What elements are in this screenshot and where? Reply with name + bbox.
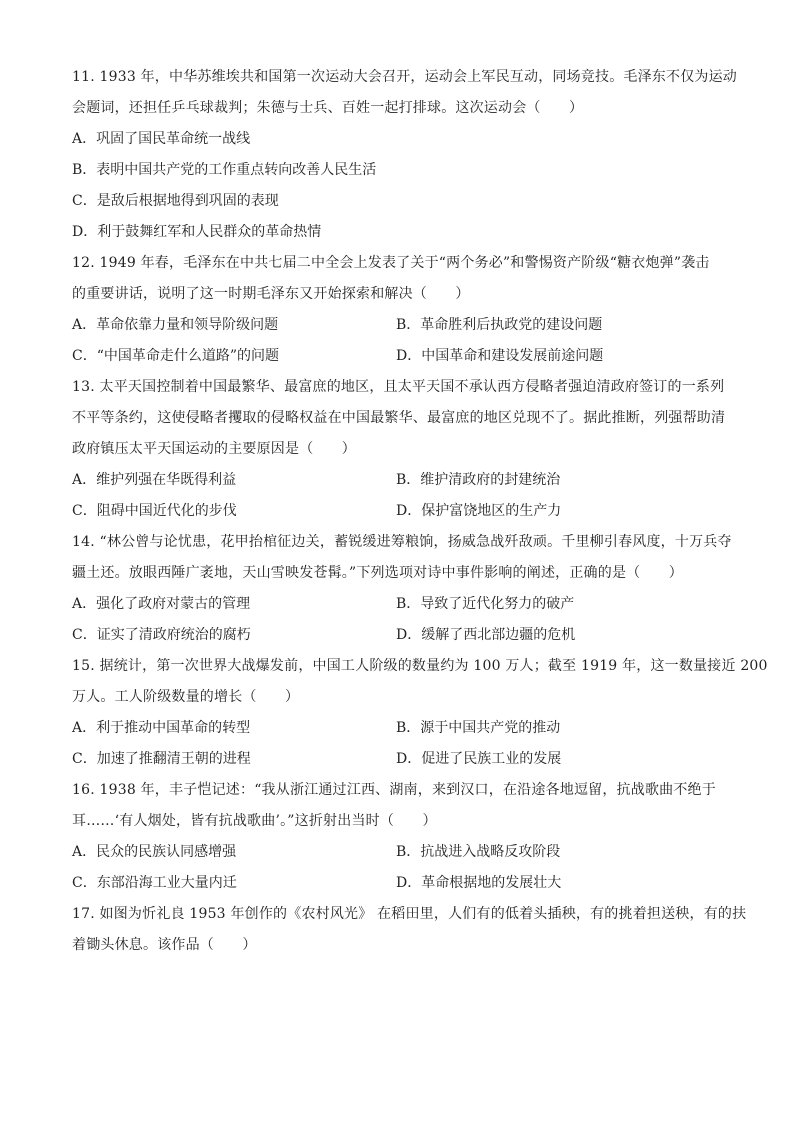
option-row — [72, 496, 732, 527]
question-15 — [72, 651, 768, 775]
question-16 — [72, 775, 732, 899]
question-17 — [72, 899, 747, 961]
question-stem-line: 16. 1938 年，丰子恺记述：“我从浙江通过江西、湖南，来到汉口，在沿途各地逗留，抗战歌曲不绝于 — [72, 782, 716, 798]
question-stem-line: 万人。工人阶级数量的增长（ ） — [72, 689, 300, 705]
option-row — [72, 713, 732, 744]
option-row — [72, 837, 732, 868]
question-stem-line: 的重要讲话，说明了这一时期毛泽东又开始探索和解决（ ） — [72, 286, 470, 302]
question-stem-line: 17. 如图为忻礼良 1953 年创作的《农村风光》 在稻田里，人们有的低着头插秧，有的挑着担送秧，有的扶 — [72, 906, 747, 922]
option-d[interactable]: D．保护富饶地区的生产力 — [396, 503, 562, 519]
question-11 — [72, 62, 737, 248]
question-stem-line: 政府镇压太平天国运动的主要原因是（ ） — [72, 441, 356, 457]
question-14 — [72, 527, 732, 651]
option-b[interactable]: B．导致了近代化努力的破产 — [396, 596, 575, 612]
option-c[interactable]: C．“中国革命走什么道路”的问题 — [72, 348, 280, 364]
option-row — [72, 620, 732, 651]
option-a[interactable]: A．民众的民族认同感增强 — [72, 844, 237, 860]
option-b[interactable]: B．抗战进入战略反攻阶段 — [396, 844, 561, 860]
option-c[interactable]: C．证实了清政府统治的腐朽 — [72, 627, 251, 643]
option-a[interactable]: A．革命依靠力量和领导阶级问题 — [72, 317, 279, 333]
option-a[interactable]: A．巩固了国民革命统一战线 — [72, 131, 251, 147]
option-d[interactable]: D．利于鼓舞红军和人民群众的革命热情 — [72, 224, 322, 240]
option-b[interactable]: B．源于中国共产党的推动 — [396, 720, 561, 736]
option-b[interactable]: B．革命胜利后执政党的建设问题 — [396, 317, 603, 333]
question-stem-line: 疆土还。放眼西陲广袤地，天山雪映发苍髯。”下列选项对诗中事件影响的阐述，正确的是（ ） — [72, 565, 683, 581]
option-d[interactable]: D．革命根据地的发展壮大 — [396, 875, 562, 891]
option-a[interactable]: A．利于推动中国革命的转型 — [72, 720, 251, 736]
option-row — [72, 868, 732, 899]
option-row — [72, 744, 732, 775]
question-13 — [72, 372, 732, 527]
question-stem-line: 着锄头休息。该作品（ ） — [72, 937, 257, 953]
option-b[interactable]: B．表明中国共产党的工作重点转向改善人民生活 — [72, 162, 377, 178]
question-stem-line: 15. 据统计，第一次世界大战爆发前，中国工人阶级的数量约为 100 万人；截至 1919 年，这一数量接近 200 — [72, 658, 768, 674]
option-row — [72, 589, 732, 620]
option-c[interactable]: C．加速了推翻清王朝的进程 — [72, 751, 251, 767]
option-a[interactable]: A．强化了政府对蒙古的管理 — [72, 596, 251, 612]
question-stem-line: 耳……‘有人烟处，皆有抗战歌曲’。”这折射出当时（ ） — [72, 813, 437, 829]
option-c[interactable]: C．是敌后根据地得到巩固的表现 — [72, 193, 279, 209]
question-stem-line: 会题词，还担任乒乓球裁判；朱德与士兵、百姓一起打排球。这次运动会（ ） — [72, 100, 584, 116]
option-row — [72, 310, 732, 341]
question-stem-line: 14. “林公曾与论忧患，花甲抬棺征边关，蓄锐缓进筹粮饷，扬威急战歼敌顽。千里柳引春风度，十万兵夺 — [72, 534, 732, 550]
question-stem-line: 11. 1933 年，中华苏维埃共和国第一次运动大会召开，运动会上军民互动，同场竞技。毛泽东不仅为运动 — [72, 69, 737, 85]
option-a[interactable]: A．维护列强在华既得利益 — [72, 472, 237, 488]
option-c[interactable]: C．阻碍中国近代化的步伐 — [72, 503, 237, 519]
option-row — [72, 465, 732, 496]
option-row — [72, 341, 732, 372]
option-d[interactable]: D．中国革命和建设发展前途问题 — [396, 348, 604, 364]
question-stem-line: 12. 1949 年春，毛泽东在中共七届二中全会上发表了关于“两个务必”和警惕资产阶级“糖衣炮弹”袭击 — [72, 255, 710, 271]
question-12 — [72, 248, 732, 372]
option-d[interactable]: D．促进了民族工业的发展 — [396, 751, 562, 767]
exam-page — [72, 62, 768, 961]
question-stem-line: 13. 太平天国控制着中国最繁华、最富庶的地区，且太平天国不承认西方侵略者强迫清政府签订的一系列 — [72, 379, 725, 395]
option-d[interactable]: D．缓解了西北部边疆的危机 — [396, 627, 576, 643]
option-b[interactable]: B．维护清政府的封建统治 — [396, 472, 561, 488]
question-stem-line: 不平等条约，这使侵略者攫取的侵略权益在中国最繁华、最富庶的地区兑现不了。据此推断，列强帮助清 — [72, 410, 726, 426]
option-c[interactable]: C．东部沿海工业大量内迁 — [72, 875, 237, 891]
